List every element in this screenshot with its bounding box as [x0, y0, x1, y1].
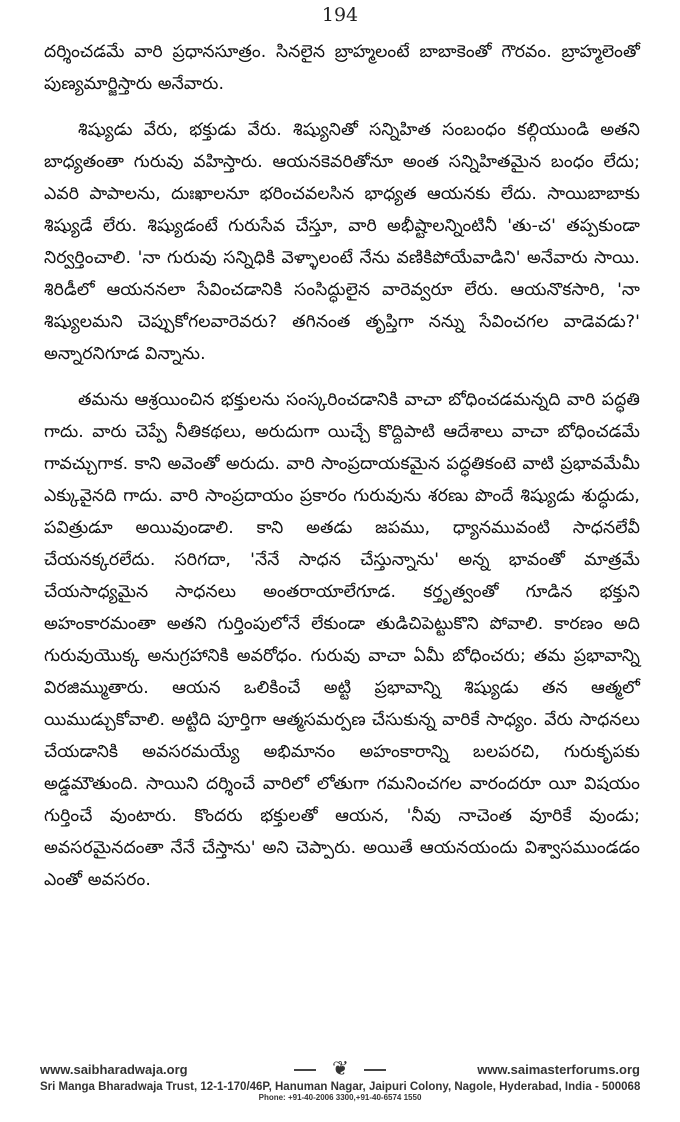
footer-phone: Phone: +91-40-2006 3300,+91-40-6574 1550: [258, 1093, 422, 1102]
page-number: 194: [321, 4, 359, 26]
paragraph-2: శిష్యుడు వేరు, భక్తుడు వేరు. శిష్యునితో సన్నిహిత సంబంధం కల్గియుండి అతని బాధ్యతంతా గురువు వహిస్తారు. ఆయనకెవరితోనూ అంత సన్నిహితమైన బంధం లేదు; ఎవరి పాపాలను, దుఃఖాలనూ భరించవలసిన భాధ్యత ఆయనకు లేదు. సాయిబాబాకు శిష్యుడే లేరు. శిష్యుడంటే గురుసేవ చేస్తూ, వారి అభీష్టాలన్నింటినీ 'తు-చ' తప్పకుండా నిర్వర్తించాలి. 'నా గురువు సన్నిధికి వెళ్ళాలంటే నేను వణికిపోయేవాడిని' అనేవారు సాయి. శిరిడీలో ఆయననలా సేవించడానికి సంసిద్ధులైన వారెవ్వరూ లేరు. ఆయనొకసారి, 'నా శిష్యులమని చెప్పుకోగలవారెవరు? తగినంత తృప్తిగా నన్ను సేవించగల వాడెవడు?' అన్నారనిగూడ విన్నాను.: [44, 120, 640, 364]
page-footer: [40, 1058, 640, 1118]
page-body: [44, 36, 640, 896]
paragraph-3: తమను ఆశ్రయించిన భక్తులను సంస్కరించడానికి వాచా బోధించడమన్నది వారి పద్ధతి గాదు. వారు చెప్పే నీతికథలు, అరుదుగా యిచ్చే కొద్దిపాటి ఆదేశాలు వాచా బోధించడమే గావచ్చుగాక. కాని అవెంతో అరుదు. వారి సాంప్రదాయకమైన పద్ధతికంటె వాటి ప్రభావమేమీ ఎక్కువైనది గాదు. వారి సాంప్రదాయం ప్రకారం గురువును శరణు పొందే శిష్యుడు శుద్ధుడు, పవిత్రుడూ అయివుండాలి. కాని అతడు జపము, ధ్యానమువంటి సాధనలేవీ చేయనక్కరలేదు. సరిగదా, 'నేనే సాధన చేస్తున్నాను' అన్న భావంతో మాత్రమే చేయసాధ్యమైన సాధనలు అంతరాయాలేగూడ. కర్తృత్వంతో గూడిన భక్తుని అహంకారమంతా అతని గుర్తింపులోనే లేకుండా తుడిచిపెట్టుకొని పోవాలి. కారణం అది గురువుయొక్క అనుగ్రహానికి అవరోధం. గురువు వాచా ఏమీ బోధించరు; తమ ప్రభావాన్ని విరజిమ్ముతారు. ఆయన ఒలికించే అట్టి ప్రభావాన్ని శిష్యుడు తన ఆత్మలో యిముడ్చుకోవాలి. అట్టిది పూర్తిగా ఆత్మసమర్పణ చేసుకున్న వారికే సాధ్యం. వేరు సాధనలు చేయడానికి అవసరమయ్యే అభిమానం అహంకారాన్ని బలపరచి, గురుకృపకు అడ్డమౌతుంది. సాయిని దర్శించే వారిలో లోతుగా గమనించగల వారందరూ యీ విషయం గుర్తించే వుంటారు. కొందరు భక్తులతో ఆయన, 'నీవు నాచెంత వూరికే వుండు; అవసరమైనదంతా నేనే చేస్తాను' అని చెప్పారు. అయితే ఆయనయందు విశ్వాసముండడం ఎంతో అవసరం.: [44, 390, 640, 890]
footer-websites: [40, 1058, 640, 1080]
footer-address: Sri Manga Bharadwaja Trust, 12-1-170/46P, Hanuman Nagar, Jaipuri Colony, Nagole, Hyderabad, India - 500068: [40, 1081, 641, 1093]
footer-website-left[interactable]: www.saibharadwaja.org: [40, 1062, 188, 1077]
footer-website-right[interactable]: www.saimasterforums.org: [477, 1062, 640, 1077]
lotus-emblem-icon: ❦: [310, 1058, 370, 1080]
paragraph-1: దర్శించడమే వారి ప్రధానసూత్రం. సినలైన బ్రాహ్మలంటే బాబాకెంతో గౌరవం. బ్రాహ్మలెంతో పుణ్యమార్జిస్తారు అనేవారు.: [44, 42, 640, 94]
